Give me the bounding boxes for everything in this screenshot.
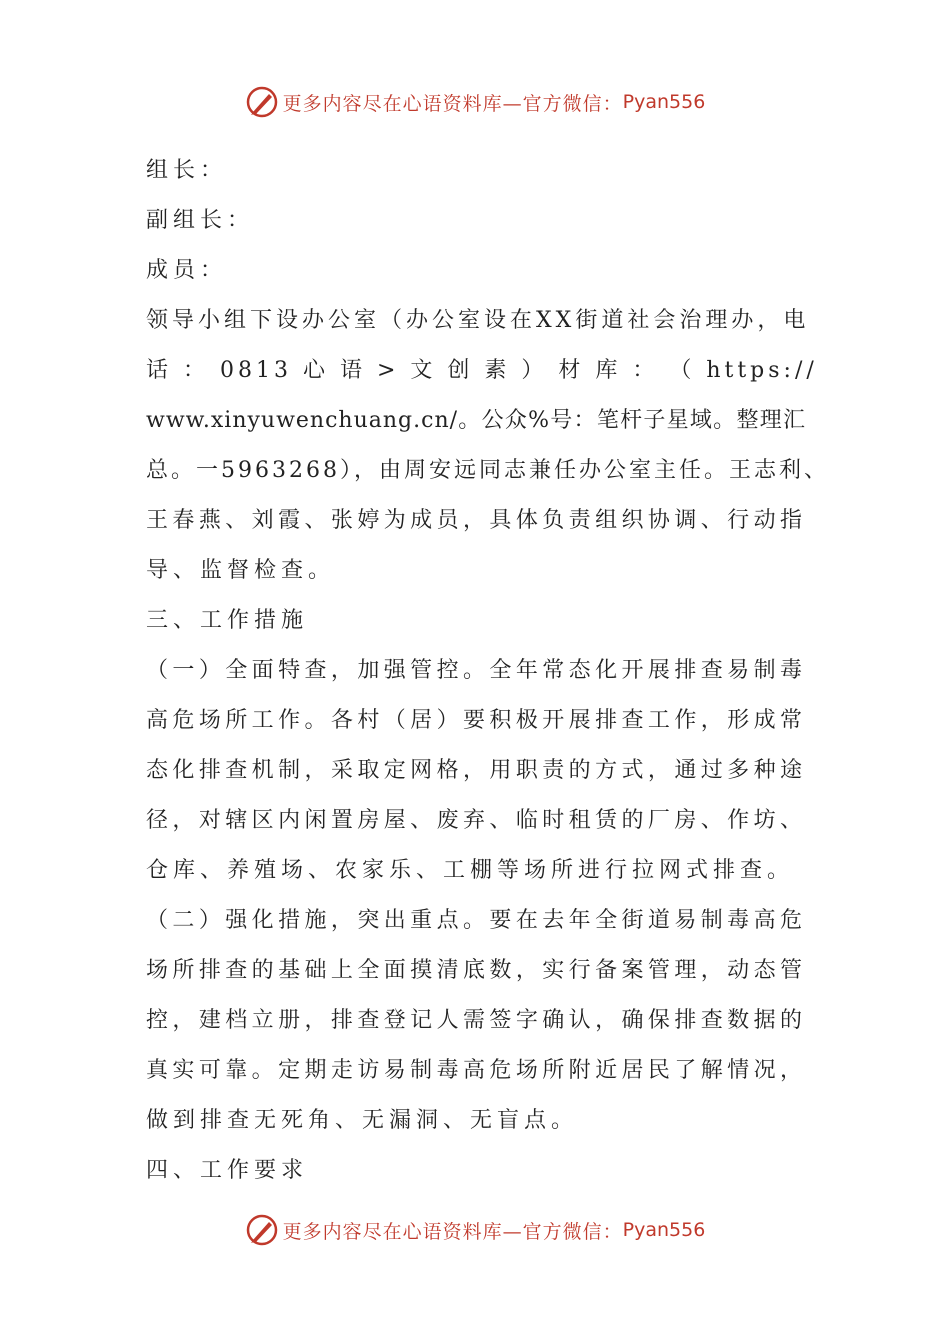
doc-line: 控，建档立册，排查登记人需签字确认，确保排查数据的 (146, 1008, 806, 1033)
header-wechat-id: Pyan556 (622, 91, 706, 113)
doc-line: 总。一5963268），由周安远同志兼任办公室主任。王志利、 (146, 458, 829, 483)
doc-line: 高危场所工作。各村（居）要积极开展排查工作，形成常 (146, 708, 806, 733)
header-brand-text: 更多内容尽在心语资料库—官方微信： (282, 92, 623, 115)
doc-line: 仓库、养殖场、农家乐、工棚等场所进行拉网式排查。 (146, 858, 795, 883)
doc-line: 组长： (146, 158, 228, 183)
doc-line: （二）强化措施，突出重点。要在去年全街道易制毒高危 (146, 908, 806, 933)
doc-line: 副组长： (146, 208, 255, 233)
footer-banner (0, 1210, 950, 1250)
doc-line: 成员： (146, 258, 228, 283)
pen-logo-icon (245, 1213, 279, 1247)
doc-line: 王春燕、刘霞、张婷为成员，具体负责组织协调、行动指 (146, 508, 806, 533)
section-heading: 三、工作措施 (146, 608, 309, 633)
doc-line: www.xinyuwenchuang.cn/。公众%号：笔杆子星域。整理汇 (146, 408, 806, 433)
doc-line: 话 ： 0813 心 语 > 文 创 素 ） 材 库 ： （ https:// (146, 358, 818, 383)
pen-logo-icon (245, 85, 279, 119)
doc-line: 导、监督检查。 (146, 558, 336, 583)
doc-line: 做到排查无死角、无漏洞、无盲点。 (146, 1108, 579, 1133)
section-heading: 四、工作要求 (146, 1158, 309, 1183)
footer-brand-text: 更多内容尽在心语资料库—官方微信： (282, 1220, 623, 1243)
footer-wechat-id: Pyan556 (622, 1219, 706, 1241)
header-banner (0, 82, 950, 122)
doc-line: 场所排查的基础上全面摸清底数，实行备案管理，动态管 (146, 958, 806, 983)
doc-line: 态化排查机制，采取定网格，用职责的方式，通过多种途 (146, 758, 806, 783)
doc-line: 真实可靠。定期走访易制毒高危场所附近居民了解情况， (146, 1058, 806, 1083)
document-body (146, 146, 829, 1196)
doc-line: 径，对辖区内闲置房屋、废弃、临时租赁的厂房、作坊、 (146, 808, 806, 833)
doc-line: （一）全面特查，加强管控。全年常态化开展排查易制毒 (146, 658, 806, 683)
doc-line: 领导小组下设办公室（办公室设在XX街道社会治理办，电 (146, 308, 810, 333)
